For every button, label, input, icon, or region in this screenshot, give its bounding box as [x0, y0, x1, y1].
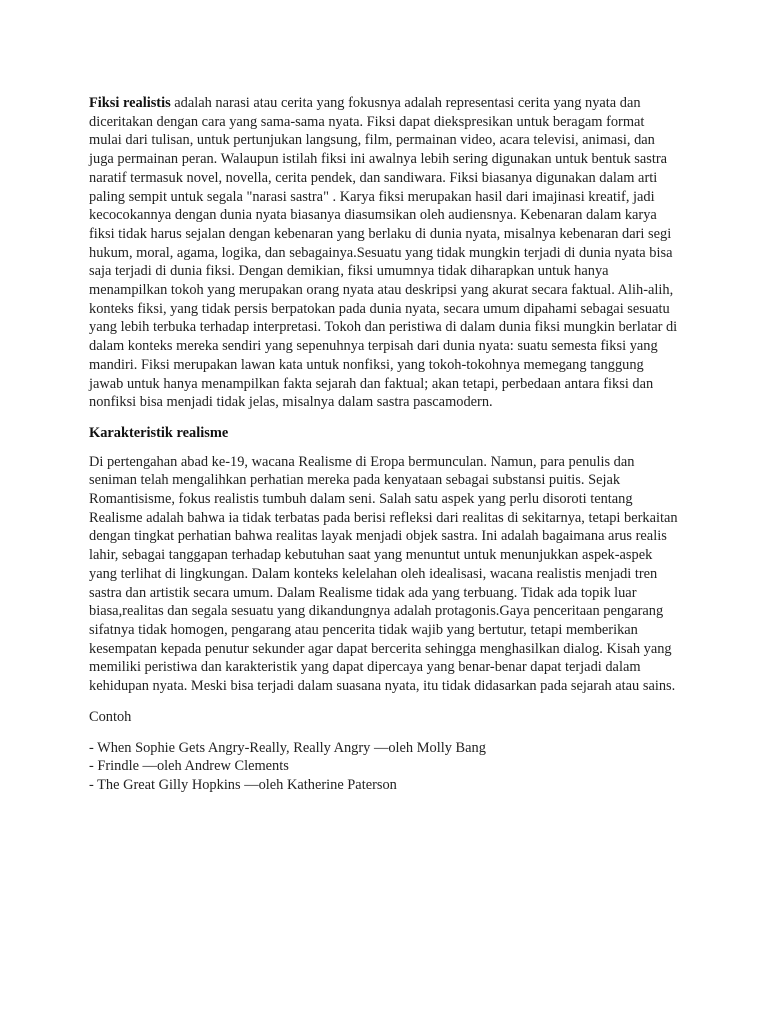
intro-text: adalah narasi atau cerita yang fokusnya adalah representasi cerita yang nyata dan diceritakan dengan cara yang sama-sama nyata. Fiksi dapat diekspresikan untuk beragam format mulai dari tulisan, untuk pertunjukan langsung, film, permainan video, acara televisi, animasi, dan juga permainan peran. Walaupun istilah fiksi ini awalnya lebih sering digunakan untuk bentuk sastra naratif termasuk novel, novella, cerita pendek, dan sandiwara. Fiksi biasanya digunakan dalam arti paling sempit untuk segala "narasi sastra" . Karya fiksi merupakan hasil dari imajinasi kreatif, jadi kecocokannya dengan dunia nyata biasanya diasumsikan oleh audiensnya. Kebenaran dalam karya fiksi tidak harus sejalan dengan kebenaran yang berlaku di dunia nyata, misalnya kebenaran dari segi hukum, moral, agama, logika, dan sebagainya.Sesuatu yang tidak mungkin terjadi di dunia nyata bisa saja terjadi di dunia fiksi. Dengan demikian, fiksi umumnya tidak diharapkan untuk hanya menampilkan tokoh yang merupakan orang nyata atau deskripsi yang akurat secara faktual. Alih-alih, konteks fiksi, yang tidak persis berpatokan pada dunia nyata, secara umum dipahami sebagai sesuatu yang lebih terbuka terhadap interpretasi. Tokoh dan peristiwa di dalam dunia fiksi mungkin berlatar di dalam konteks mereka sendiri yang sepenuhnya terpisah dari dunia nyata: suatu semesta fiksi yang mandiri. Fiksi merupakan lawan kata untuk nonfiksi, yang tokoh-tokohnya memegang tanggung jawab untuk hanya menampilkan fakta sejarah dan faktual; akan tetapi, perbedaan antara fiksi dan nonfiksi bisa menjadi tidak jelas, misalnya dalam sastra pascamodern. [89, 95, 678, 411]
list-item: - The Great Gilly Hopkins —oleh Katherine Paterson [89, 776, 397, 793]
examples-list [89, 739, 679, 795]
intro-term: Fiksi realistis [89, 95, 171, 111]
document-page [89, 94, 679, 795]
examples-label: Contoh [89, 708, 132, 725]
list-item: - Frindle —oleh Andrew Clements [89, 758, 289, 775]
list-item: - When Sophie Gets Angry-Really, Really Angry —oleh Molly Bang [89, 739, 486, 756]
intro-paragraph [89, 94, 679, 412]
section-heading: Karakteristik realisme [89, 424, 229, 441]
section-body: Di pertengahan abad ke-19, wacana Realisme di Eropa bermunculan. Namun, para penulis dan seniman telah mengalihkan perhatian mereka pada kenyataan sebagai substansi puitis. Sejak Romantisisme, fokus realistis tumbuh dalam seni. Salah satu aspek yang perlu disoroti tentang Realisme adalah bahwa ia tidak terbatas pada berisi refleksi dari realitas di sekitarnya, tetapi berkaitan dengan tingkat perhatian bahwa realitas layak menjadi objek sastra. Ini adalah bagaimana arus realis lahir, sebagai tanggapan terhadap kebutuhan saat yang menuntut untuk menunjukkan aspek-aspek yang terlihat di lingkungan. Dalam konteks kelelahan oleh idealisasi, wacana realistis menjadi tren sastra dan artistik secara umum. Dalam Realisme tidak ada yang terbuang. Tidak ada topik luar biasa,realitas dan segala sesuatu yang dikandungnya adalah protagonis.Gaya penceritaan pengarang sifatnya tidak homogen, pengarang atau pencerita tidak wajib yang bertutur, tetapi memberikan kesempatan kepada penutur sekunder agar dapat bercerita sehingga menghasilkan dialog. Kisah yang memiliki peristiwa dan karakteristik yang dapat dipercaya yang benar-benar dapat terjadi dalam kehidupan nyata. Meski bisa terjadi dalam suasana nyata, itu tidak didasarkan pada sejarah atau sains. [89, 453, 678, 695]
